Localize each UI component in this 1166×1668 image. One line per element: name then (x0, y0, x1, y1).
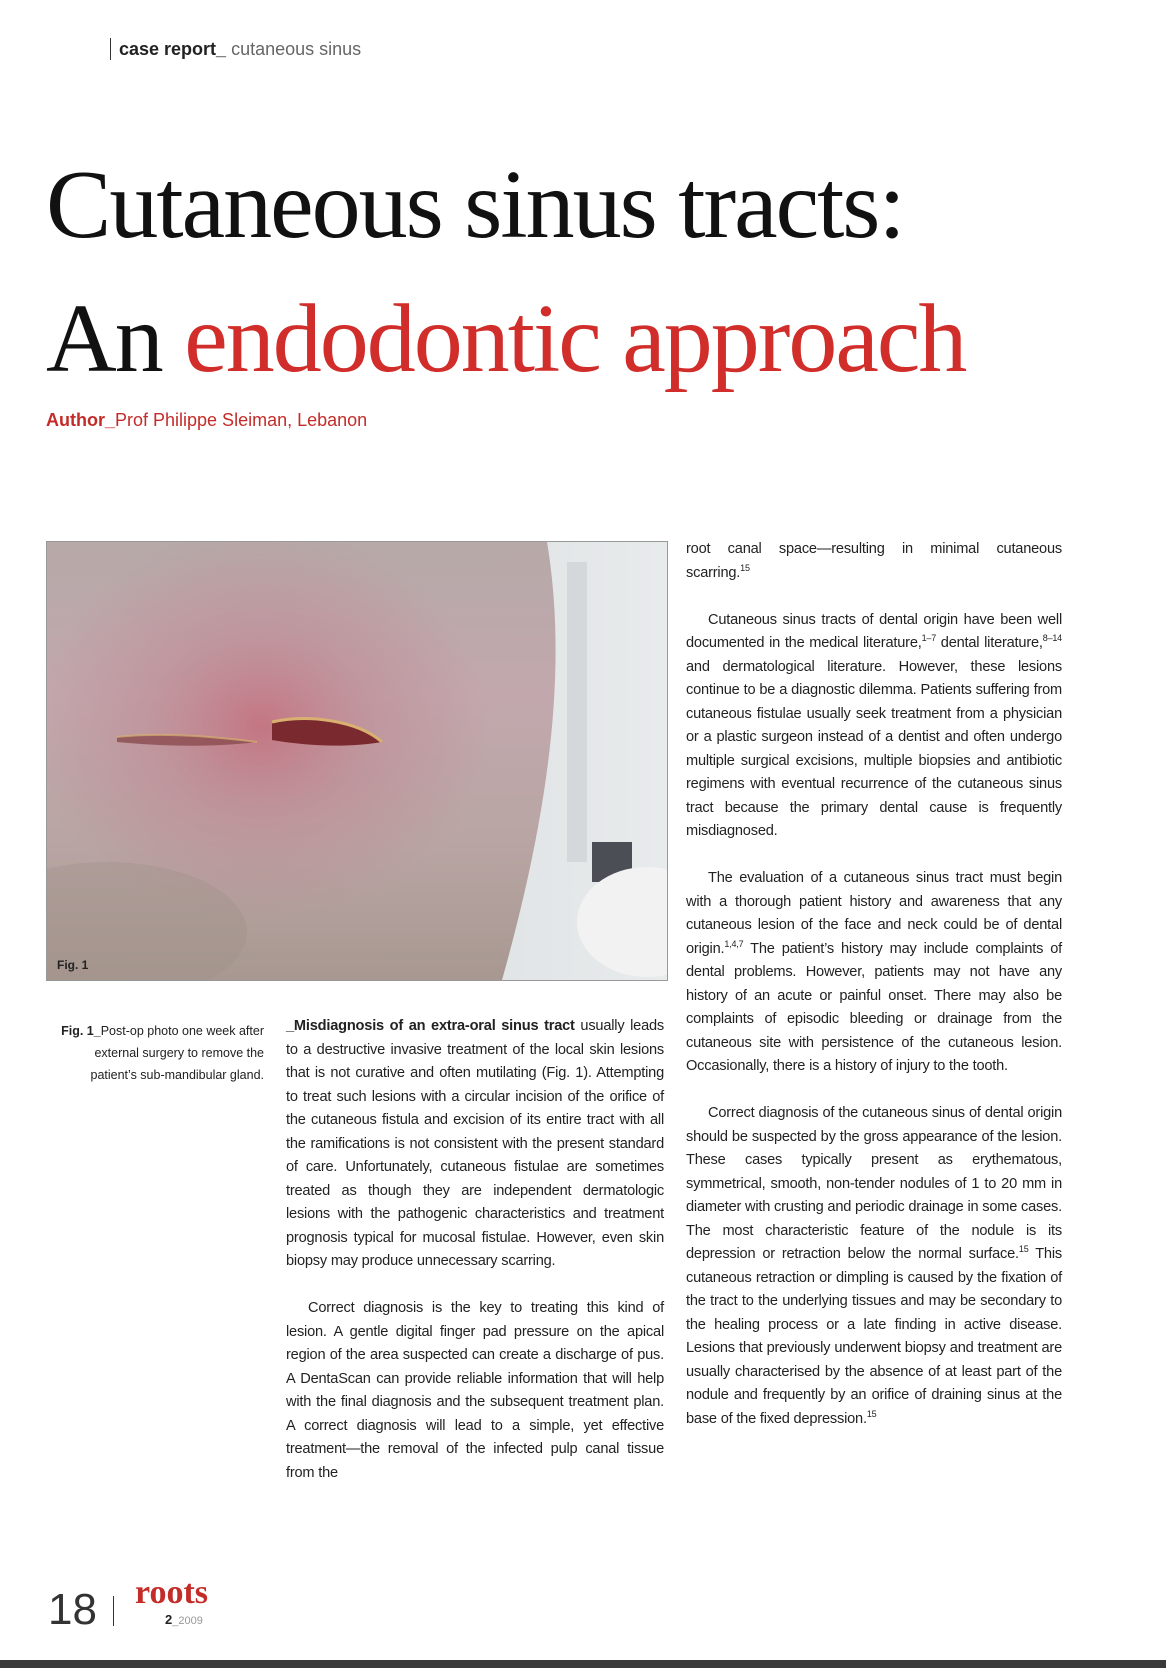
header-topic: cutaneous sinus (226, 39, 362, 59)
figure-1-photo (46, 541, 668, 981)
right-paragraph-3-part-b: This cutaneous retraction or dimpling is caused by the fixation of the tract to the underlying tissues and may be secondary to the healing process or a late finding in active disease. Lesions that previously underwent biopsy and treatment are usually characterised by the absence of at least part of the nodule and frequently by an orifice of draining sinus at the base of the fixed depression. (686, 1246, 1062, 1427)
right-paragraph-2-part-a: The evaluation of a cutaneous sinus tract must begin with a thorough patient history and awareness that any cutaneous lesion of the face and neck could be of dental origin. (686, 870, 1062, 957)
article-title (46, 138, 965, 406)
right-paragraph-0 (686, 538, 1062, 585)
right-paragraph-3 (686, 1102, 1062, 1431)
figure-caption (54, 1020, 264, 1086)
neck-photo-illustration (47, 542, 667, 980)
caption-text: Post-op photo one week after external surgery to remove the patient’s sub-mandibular gland. (90, 1024, 264, 1082)
issue-label (165, 1612, 203, 1627)
title-line-1: Cutaneous sinus tracts: (46, 151, 904, 259)
body-column-right (686, 538, 1062, 1431)
citation-ref: 8–14 (1042, 633, 1062, 644)
issue-year: _2009 (172, 1615, 203, 1627)
title-line-2-plain: An (46, 285, 185, 393)
right-paragraph-3-part-a: Correct diagnosis of the cutaneous sinus of dental origin should be suspected by the gross appearance of the lesion. These cases typically present as erythematous, symmetrical, smooth, non-tender nodules of 1 to 20 mm in diameter with crusting and periodic drainage in some cases. The most characteristic feature of the nodule is its depression or retraction below the normal surface. (686, 1105, 1062, 1262)
header-section: case report_ (119, 39, 227, 59)
right-paragraph-1-part-c: and dermatological literature. However, these lesions continue to be a diagnostic dilemma. Patients suffering from cutaneous fistulae usually seek treatment from a physician or a plastic surgeon instead of a dentist and often undergo multiple surgical excisions, multiple biopsies and antibiotic regimens with eventual recurrence of the cutaneous sinus tract because the primary dental cause is frequently misdiagnosed. (686, 658, 1062, 839)
right-paragraph-1-part-a: Cutaneous sinus tracts of dental origin have been well documented in the medical literature, (686, 611, 1062, 651)
figure-tag: Fig. 1 (57, 958, 89, 972)
right-paragraph-2-part-b: The patient’s history may include complaints of dental problems. However, patients may not have any history of an acute or painful onset. There may also be complaints of episodic bleeding or drainage from the cutaneous site with persistence of the cutaneous lesion. Occasionally, there is a history of injury to the tooth. (686, 940, 1062, 1074)
right-paragraph-0-text: root canal space—resulting in minimal cutaneous scarring. (686, 541, 1062, 581)
author-byline (46, 410, 367, 431)
body-column-middle (286, 1015, 664, 1485)
page-bottom-band (0, 1660, 1166, 1668)
magazine-logo: roots (135, 1574, 209, 1611)
section-heading-misdiagnosis: _Misdiagnosis of an extra-oral sinus tract (286, 1018, 575, 1034)
right-paragraph-1 (686, 609, 1062, 844)
author-label: Author_ (46, 410, 115, 430)
right-paragraph-1-part-b: dental literature, (936, 635, 1043, 651)
citation-ref: 15 (740, 562, 750, 573)
caption-label: Fig. 1_ (61, 1024, 101, 1038)
citation-ref: 15 (866, 1408, 877, 1419)
citation-ref: 1,4,7 (724, 938, 744, 949)
right-paragraph-2 (686, 867, 1062, 1079)
footer-divider (113, 1596, 114, 1626)
title-line-2 (46, 272, 965, 406)
title-line-2-accent: endodontic approach (184, 285, 966, 393)
middle-paragraph-1-text: usually leads to a destructive invasive treatment of the local skin lesions that is not curative and often mutilating (Fig. 1). Attempting to treat such lesions with a circular incision of the orifice of the cutaneous fistula and excision of its entire tract with all the ramifications is not consistent with the present standard of care. Unfortunately, cutaneous fistulae are sometimes treated as though they are independent dermatologic lesions with the pathogenic characteristics and treatment prognosis typical for mucosal fistulae. However, even skin biopsy may produce unnecessary scarring. (286, 1018, 665, 1269)
running-header (110, 38, 361, 60)
citation-ref: 15 (1018, 1244, 1029, 1255)
middle-paragraph-2: Correct diagnosis is the key to treating this kind of lesion. A gentle digital finger pad pressure on the apical region of the area suspected can create a discharge of pus. A DentaScan can provide reliable information that will help with the final diagnosis and the subsequent treatment plan. A correct diagnosis will lead to a simple, yet effective treatment—the removal of the infected pulp canal tissue from the (286, 1300, 664, 1481)
page-number: 18 (48, 1585, 97, 1634)
citation-ref: 1–7 (921, 633, 937, 644)
issue-number: 2 (165, 1612, 173, 1627)
author-name: Prof Philippe Sleiman, Lebanon (115, 410, 368, 430)
